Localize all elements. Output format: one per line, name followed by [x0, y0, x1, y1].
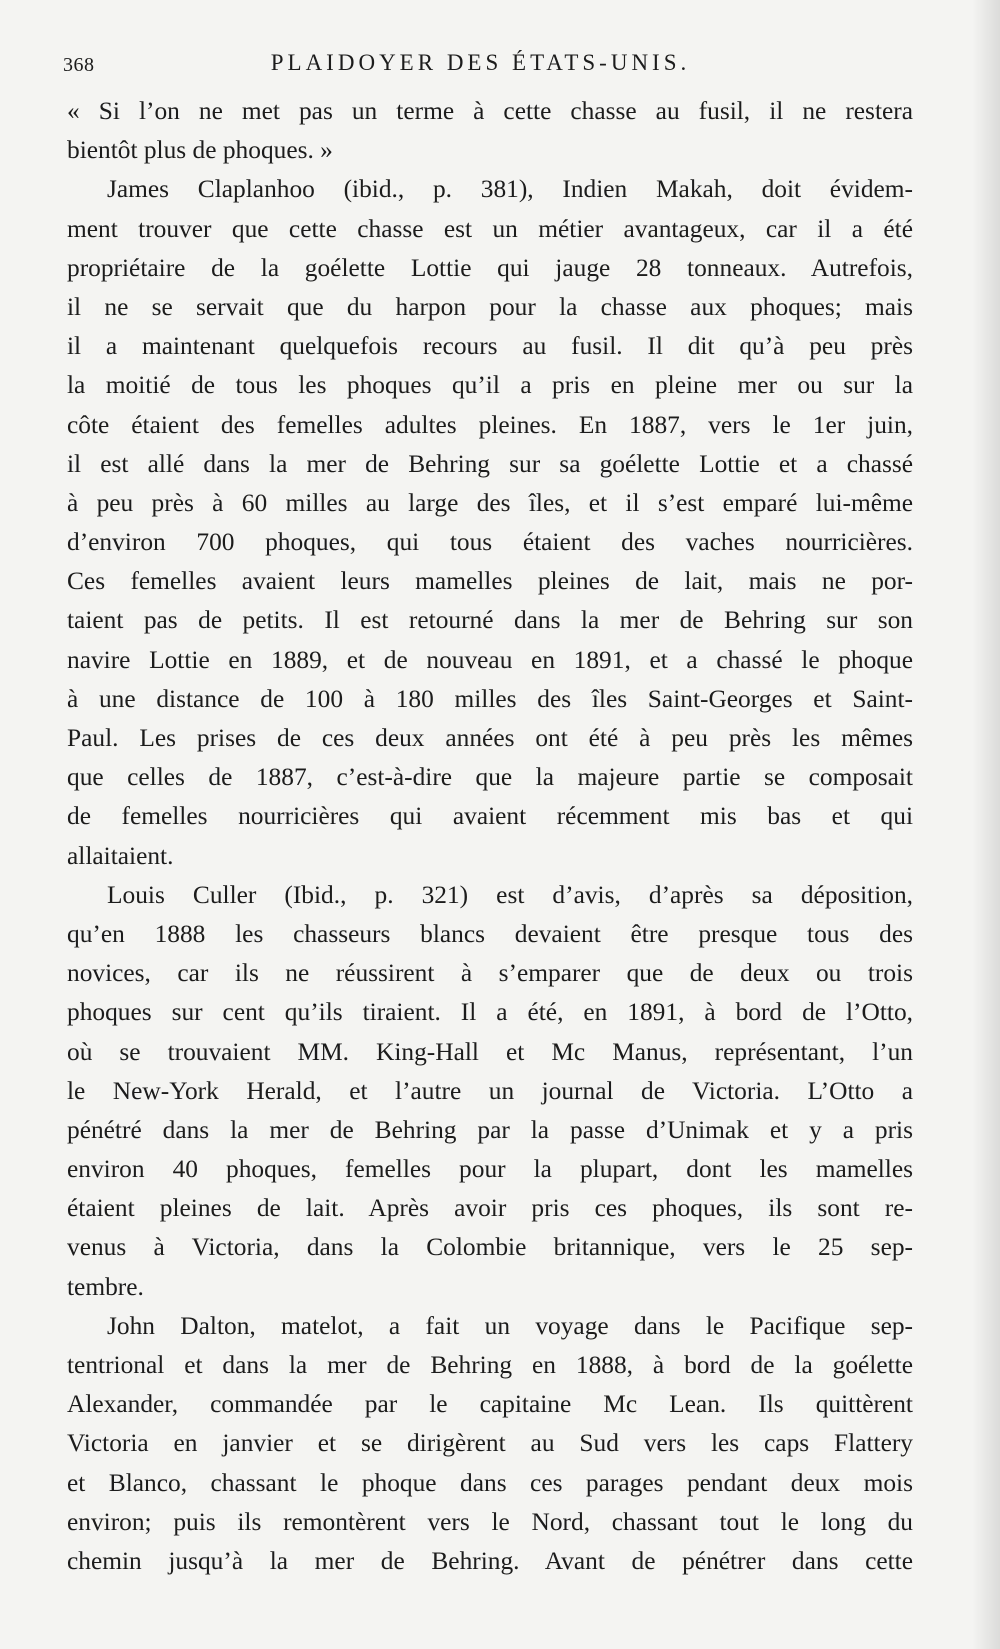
- page-number: 368: [63, 54, 95, 76]
- text-line: à une distance de 100 à 180 milles des îles Saint-Georges et Saint-: [67, 684, 913, 713]
- page-header: [63, 48, 898, 82]
- text-line: allaitaient.: [67, 841, 174, 870]
- text-line: la moitié de tous les phoques qu’il a pris en pleine mer ou sur la: [67, 371, 913, 400]
- text-line: Ces femelles avaient leurs mamelles pleines de lait, mais ne por-: [67, 567, 913, 596]
- text-line: James Claplanhoo (ibid., p. 381), Indien Makah, doit évidem-: [107, 175, 913, 204]
- text-line: qu’en 1888 les chasseurs blancs devaient être presque tous des: [67, 919, 913, 948]
- text-line: environ 40 phoques, femelles pour la plupart, dont les mamelles: [67, 1155, 913, 1184]
- text-line: taient pas de petits. Il est retourné dans la mer de Behring sur son: [67, 606, 913, 635]
- text-line: Alexander, commandée par le capitaine Mc Lean. Ils quittèrent: [67, 1390, 913, 1419]
- text-line: tentrional et dans la mer de Behring en 1888, à bord de la goélette: [67, 1351, 913, 1379]
- text-line: et Blanco, chassant le phoque dans ces parages pendant deux mois: [67, 1468, 913, 1497]
- text-line: Louis Culler (Ibid., p. 321) est d’avis, d’après sa déposition,: [107, 880, 913, 909]
- text-line: où se trouvaient MM. King-Hall et Mc Manus, représentant, l’un: [67, 1037, 913, 1066]
- text-line: Paul. Les prises de ces deux années ont été à peu près les mêmes: [67, 724, 913, 752]
- running-title: PLAIDOYER DES ÉTATS-UNIS.: [270, 50, 691, 75]
- text-line: que celles de 1887, c’est-à-dire que la majeure partie se composait: [67, 763, 913, 792]
- text-line: tembre.: [67, 1272, 144, 1301]
- text-line: novices, car ils ne réussirent à s’emparer que de deux ou trois: [67, 959, 913, 988]
- text-line: navire Lottie en 1889, et de nouveau en 1891, et a chassé le phoque: [67, 645, 913, 674]
- text-line: propriétaire de la goélette Lottie qui jauge 28 tonneaux. Autrefois,: [67, 253, 913, 282]
- body-text: [67, 92, 913, 1581]
- text-line: Victoria en janvier et se dirigèrent au Sud vers les caps Flattery: [67, 1429, 913, 1458]
- text-line: côte étaient des femelles adultes pleines. En 1887, vers le 1er juin,: [67, 410, 913, 439]
- text-line: de femelles nourricières qui avaient récemment mis bas et qui: [67, 802, 913, 831]
- text-line: d’environ 700 phoques, qui tous étaient des vaches nourricières.: [67, 528, 913, 557]
- text-line: bientôt plus de phoques. »: [67, 136, 333, 165]
- text-line: phoques sur cent qu’ils tiraient. Il a été, en 1891, à bord de l’Otto,: [67, 998, 913, 1027]
- text-line: chemin jusqu’à la mer de Behring. Avant de pénétrer dans cette: [67, 1546, 913, 1575]
- text-line: environ; puis ils remontèrent vers le Nord, chassant tout le long du: [67, 1507, 913, 1536]
- text-line: étaient pleines de lait. Après avoir pris ces phoques, ils sont re-: [67, 1194, 913, 1223]
- text-line: le New-York Herald, et l’autre un journal de Victoria. L’Otto a: [67, 1076, 913, 1105]
- text-line: à peu près à 60 milles au large des îles, et il s’est emparé lui-même: [67, 488, 913, 517]
- text-line: « Si l’on ne met pas un terme à cette chasse au fusil, il ne restera: [67, 97, 913, 125]
- text-line: venus à Victoria, dans la Colombie britannique, vers le 25 sep-: [67, 1233, 913, 1262]
- text-line: il a maintenant quelquefois recours au fusil. Il dit qu’à peu près: [67, 332, 913, 361]
- text-line: John Dalton, matelot, a fait un voyage dans le Pacifique sep-: [107, 1311, 913, 1340]
- text-line: ment trouver que cette chasse est un métier avantageux, car il a été: [67, 214, 913, 243]
- text-line: pénétré dans la mer de Behring par la passe d’Unimak et y a pris: [67, 1115, 913, 1144]
- text-line: il ne se servait que du harpon pour la chasse aux phoques; mais: [67, 292, 913, 321]
- text-line: il est allé dans la mer de Behring sur sa goélette Lottie et a chassé: [67, 449, 913, 478]
- page-edge-shadow: [972, 0, 1000, 1649]
